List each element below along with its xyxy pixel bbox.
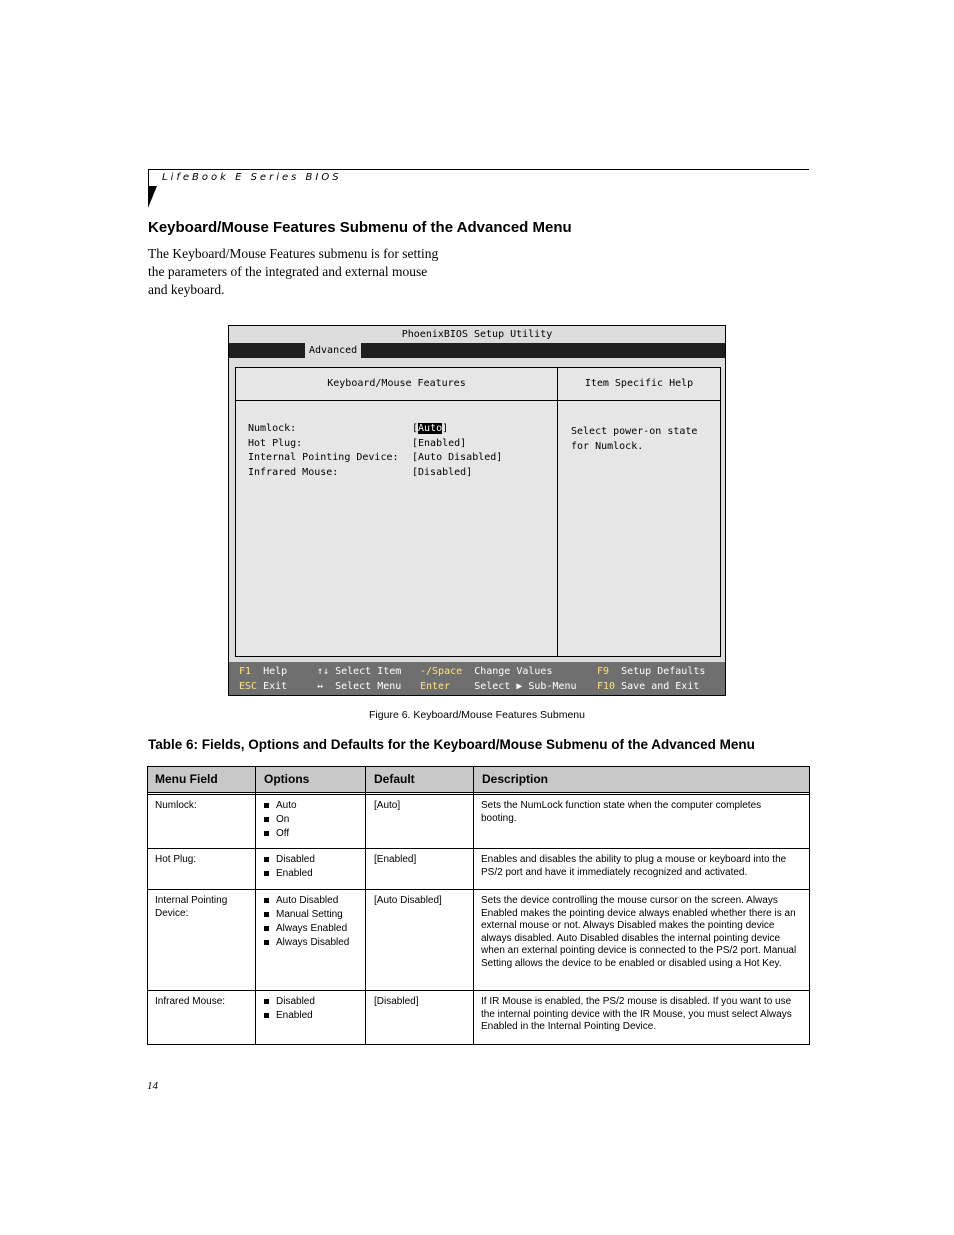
- header-divider: [148, 794, 809, 795]
- table-row-description: If IR Mouse is enabled, the PS/2 mouse is disabled. If you want to use the internal pointing device with the IR Mouse, you must select Always Enabled in the Internal Pointing Device.: [481, 996, 792, 1032]
- field-hotplug-value[interactable]: [Enabled]: [412, 438, 467, 449]
- bracket: [: [412, 423, 419, 434]
- option-item: Manual Setting: [263, 908, 349, 922]
- field-numlock-value[interactable]: [412, 423, 448, 434]
- section-title: Keyboard/Mouse Features Submenu of the Advanced Menu: [148, 219, 572, 236]
- footer-item: [317, 664, 401, 679]
- key-space: -/Space: [420, 666, 463, 677]
- column-divider: [473, 767, 474, 1044]
- option-item: Disabled: [263, 995, 315, 1009]
- table-row-description: Sets the NumLock function state when the computer completes booting.: [481, 800, 762, 824]
- table-row-field: Internal Pointing Device:: [155, 895, 228, 919]
- footer-item: [420, 679, 577, 694]
- table-row-options: [263, 799, 297, 841]
- action-setup-defaults: Setup Defaults: [621, 666, 706, 677]
- footer-item: [597, 679, 699, 694]
- row-divider: [148, 889, 809, 890]
- bios-screenshot: [228, 325, 726, 696]
- option-item: Off: [263, 827, 297, 841]
- action-save-exit: Save and Exit: [621, 681, 700, 692]
- option-item: On: [263, 813, 297, 827]
- option-item: Auto: [263, 799, 297, 813]
- option-item: Enabled: [263, 867, 315, 881]
- key-enter: Enter: [420, 681, 451, 692]
- bios-divider: [557, 368, 558, 656]
- field-pointing-value[interactable]: [Auto Disabled]: [412, 452, 503, 463]
- header-wedge: [148, 186, 157, 208]
- column-header-options: Options: [264, 772, 310, 786]
- intro-line: and keyboard.: [148, 282, 225, 297]
- tab-advanced[interactable]: Advanced: [305, 343, 361, 358]
- bios-footer: [229, 662, 725, 695]
- page-number: 14: [147, 1080, 158, 1092]
- row-divider: [148, 990, 809, 991]
- selected-value[interactable]: Auto: [418, 423, 443, 434]
- option-item: Auto Disabled: [263, 894, 349, 908]
- header-rule: [148, 169, 809, 170]
- table-row-field: Infrared Mouse:: [155, 996, 226, 1007]
- action-help: Help: [263, 666, 288, 677]
- option-item: Disabled: [263, 853, 315, 867]
- field-infrared-value[interactable]: [Disabled]: [412, 467, 473, 478]
- table-title: Table 6: Fields, Options and Defaults for the Keyboard/Mouse Submenu of the Advanced Menu: [148, 737, 755, 752]
- table-row-default: [Auto Disabled]: [374, 895, 442, 906]
- field-pointing-label: Internal Pointing Device:: [248, 452, 399, 463]
- action-select-submenu: Select ▶ Sub-Menu: [474, 681, 577, 692]
- help-line: for Numlock.: [571, 441, 644, 452]
- row-divider: [148, 848, 809, 849]
- figure-caption: Figure 6. Keyboard/Mouse Features Submenu: [369, 709, 585, 721]
- column-header-default: Default: [374, 772, 415, 786]
- bios-panel-title: Keyboard/Mouse Features: [236, 368, 557, 401]
- footer-item: [317, 679, 401, 694]
- table-row-default: [Disabled]: [374, 996, 419, 1007]
- action-select-item: Select Item: [335, 666, 402, 677]
- field-infrared-label: Infrared Mouse:: [248, 467, 339, 478]
- action-select-menu: Select Menu: [335, 681, 402, 692]
- running-title: LifeBook E Series BIOS: [162, 172, 342, 183]
- action-change-values: Change Values: [474, 666, 553, 677]
- options-table: [147, 766, 810, 1045]
- key-f9: F9: [597, 666, 610, 677]
- table-row-description: Enables and disables the ability to plug a mouse or keyboard into the PS/2 port and have it immediately recognized and activated.: [481, 854, 787, 878]
- help-line: Select power-on state: [571, 426, 698, 437]
- bracket: ]: [442, 423, 449, 434]
- intro-paragraph: [148, 245, 453, 299]
- table-row-description: Sets the device controlling the mouse cursor on the screen. Always Enabled makes the pointing device always enabled whether there is an external mouse or not. Always Disabled makes the pointing device always disabled. Auto Disabled disables the internal pointing device when an external pointing device is connected to the PS/2 port. Manual Setting allows the device to be enabled or disabled using a Hot Key.: [481, 895, 797, 969]
- footer-item: [239, 664, 287, 679]
- table-row-default: [Auto]: [374, 800, 401, 811]
- action-exit: Exit: [263, 681, 288, 692]
- field-hotplug-label: Hot Plug:: [248, 438, 303, 449]
- column-divider: [255, 767, 256, 1044]
- bios-help-text: [571, 424, 697, 454]
- key-arrows-leftright: ↔: [317, 681, 324, 692]
- intro-line: The Keyboard/Mouse Features submenu is for setting: [148, 246, 439, 261]
- column-divider: [365, 767, 366, 1044]
- footer-item: [239, 679, 287, 694]
- option-item: Enabled: [263, 1009, 315, 1023]
- table-row-default: [Enabled]: [374, 854, 417, 865]
- bios-frame: [235, 367, 721, 657]
- key-f1: F1: [239, 666, 252, 677]
- column-header-menu-field: Menu Field: [155, 772, 218, 786]
- key-f10: F10: [597, 681, 616, 692]
- option-item: Always Disabled: [263, 936, 349, 950]
- field-numlock-label: Numlock:: [248, 423, 297, 434]
- table-row-field: Numlock:: [155, 800, 197, 811]
- intro-line: the parameters of the integrated and external mouse: [148, 264, 428, 279]
- bios-menubar: [229, 343, 725, 358]
- table-row-options: [263, 995, 315, 1023]
- key-esc: ESC: [239, 681, 258, 692]
- bios-help-title: Item Specific Help: [558, 368, 720, 401]
- footer-item: [420, 664, 552, 679]
- table-row-options: [263, 853, 315, 881]
- footer-item: [597, 664, 705, 679]
- table-header: [148, 767, 809, 793]
- bios-title: PhoenixBIOS Setup Utility: [229, 326, 725, 343]
- column-header-description: Description: [482, 772, 549, 786]
- option-item: Always Enabled: [263, 922, 349, 936]
- table-row-field: Hot Plug:: [155, 854, 197, 865]
- table-row-options: [263, 894, 349, 950]
- key-arrows-updown: ↑↓: [317, 666, 330, 677]
